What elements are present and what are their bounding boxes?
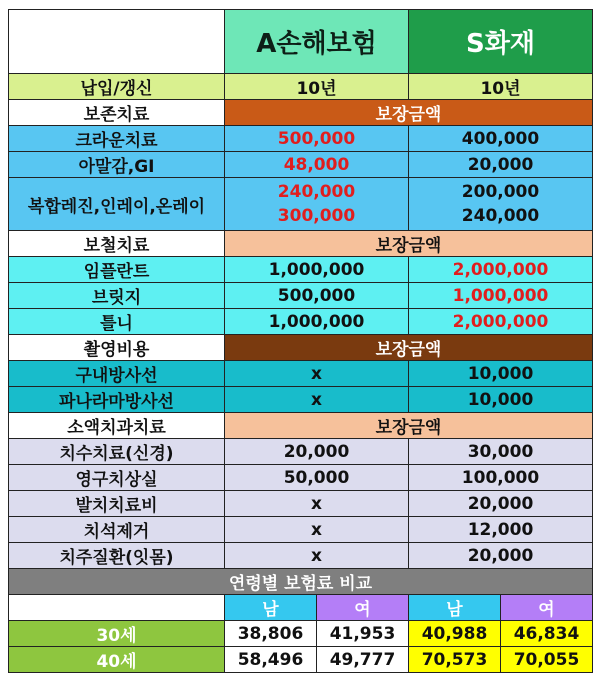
row-label: 치주질환(잇몸) xyxy=(9,543,225,569)
value-s: 2,000,000 xyxy=(409,257,593,283)
value-a: x xyxy=(225,517,409,543)
coverage-header: 보장금액 xyxy=(225,231,593,257)
premium-a-male: 38,806 xyxy=(225,621,317,647)
table-row xyxy=(9,387,593,413)
row-label: 복합레진,인레이,온레이 xyxy=(9,178,225,231)
gender-header-row xyxy=(9,595,593,621)
value-s: 1,000,000 xyxy=(409,283,593,309)
gender-male-s: 남 xyxy=(409,595,501,621)
premium-s-male: 40,988 xyxy=(409,621,501,647)
row-label: 틀니 xyxy=(9,309,225,335)
value-a: x xyxy=(225,361,409,387)
premium-s-female: 70,055 xyxy=(501,647,593,673)
premium-a-female: 49,777 xyxy=(317,647,409,673)
row-label: 아말감,GI xyxy=(9,152,225,178)
row-label: 파나라마방사선 xyxy=(9,387,225,413)
value-s: 2,000,000 xyxy=(409,309,593,335)
row-label: 치수치료(신경) xyxy=(9,439,225,465)
table-row xyxy=(9,152,593,178)
value-a-line2: 300,000 xyxy=(277,206,356,226)
value-a: 50,000 xyxy=(225,465,409,491)
header-empty-cell xyxy=(9,10,225,74)
row-label: 구내방사선 xyxy=(9,361,225,387)
value-a: 1,000,000 xyxy=(225,257,409,283)
payment-label: 납입/갱신 xyxy=(9,74,225,100)
row-label: 브릿지 xyxy=(9,283,225,309)
gender-female-a: 여 xyxy=(317,595,409,621)
value-a: 20,000 xyxy=(225,439,409,465)
table-row xyxy=(9,439,593,465)
value-s: 10,000 xyxy=(409,387,593,413)
value-a: x xyxy=(225,491,409,517)
section-label-minor: 소액치과치료 xyxy=(9,413,225,439)
table-row xyxy=(9,257,593,283)
section-row-preserve xyxy=(9,100,593,126)
value-a: 500,000 xyxy=(225,126,409,152)
value-a xyxy=(225,178,409,231)
premium-s-female: 46,834 xyxy=(501,621,593,647)
gender-male-a: 남 xyxy=(225,595,317,621)
section-row-imaging xyxy=(9,335,593,361)
company-s-header: S화재 xyxy=(409,10,593,74)
value-s: 12,000 xyxy=(409,517,593,543)
row-label: 임플란트 xyxy=(9,257,225,283)
section-label-preserve: 보존치료 xyxy=(9,100,225,126)
payment-s: 10년 xyxy=(409,74,593,100)
premium-row-30 xyxy=(9,621,593,647)
value-s: 20,000 xyxy=(409,152,593,178)
row-label: 영구치상실 xyxy=(9,465,225,491)
gender-female-s: 여 xyxy=(501,595,593,621)
table-row xyxy=(9,543,593,569)
value-s-line1: 200,000 xyxy=(461,182,540,202)
premium-a-female: 41,953 xyxy=(317,621,409,647)
section-row-prosthetic xyxy=(9,231,593,257)
premium-title: 연령별 보험료 비교 xyxy=(9,569,593,595)
section-label-prosthetic: 보철치료 xyxy=(9,231,225,257)
table-row xyxy=(9,491,593,517)
table-row xyxy=(9,309,593,335)
value-a: x xyxy=(225,387,409,413)
row-label: 크라운치료 xyxy=(9,126,225,152)
value-s: 20,000 xyxy=(409,491,593,517)
table-row xyxy=(9,283,593,309)
coverage-header: 보장금액 xyxy=(225,413,593,439)
table-row xyxy=(9,178,593,231)
dental-insurance-comparison-table xyxy=(8,9,593,673)
section-label-imaging: 촬영비용 xyxy=(9,335,225,361)
row-label: 치석제거 xyxy=(9,517,225,543)
company-a-header: A손해보험 xyxy=(225,10,409,74)
value-a-line1: 240,000 xyxy=(277,182,356,202)
premium-a-male: 58,496 xyxy=(225,647,317,673)
table-row xyxy=(9,517,593,543)
table-row xyxy=(9,465,593,491)
gender-empty-cell xyxy=(9,595,225,621)
age-label: 30세 xyxy=(9,621,225,647)
value-s: 20,000 xyxy=(409,543,593,569)
value-a: 1,000,000 xyxy=(225,309,409,335)
header-row xyxy=(9,10,593,74)
premium-title-row xyxy=(9,569,593,595)
row-label: 발치치료비 xyxy=(9,491,225,517)
premium-s-male: 70,573 xyxy=(409,647,501,673)
table-row xyxy=(9,126,593,152)
age-label: 40세 xyxy=(9,647,225,673)
value-s: 400,000 xyxy=(409,126,593,152)
coverage-header: 보장금액 xyxy=(225,335,593,361)
value-a: 48,000 xyxy=(225,152,409,178)
value-s: 10,000 xyxy=(409,361,593,387)
value-s: 100,000 xyxy=(409,465,593,491)
table-row xyxy=(9,361,593,387)
value-s xyxy=(409,178,593,231)
value-s: 30,000 xyxy=(409,439,593,465)
premium-row-40 xyxy=(9,647,593,673)
section-row-minor xyxy=(9,413,593,439)
payment-a: 10년 xyxy=(225,74,409,100)
value-s-line2: 240,000 xyxy=(461,206,540,226)
coverage-header: 보장금액 xyxy=(225,100,593,126)
value-a: x xyxy=(225,543,409,569)
value-a: 500,000 xyxy=(225,283,409,309)
payment-row xyxy=(9,74,593,100)
